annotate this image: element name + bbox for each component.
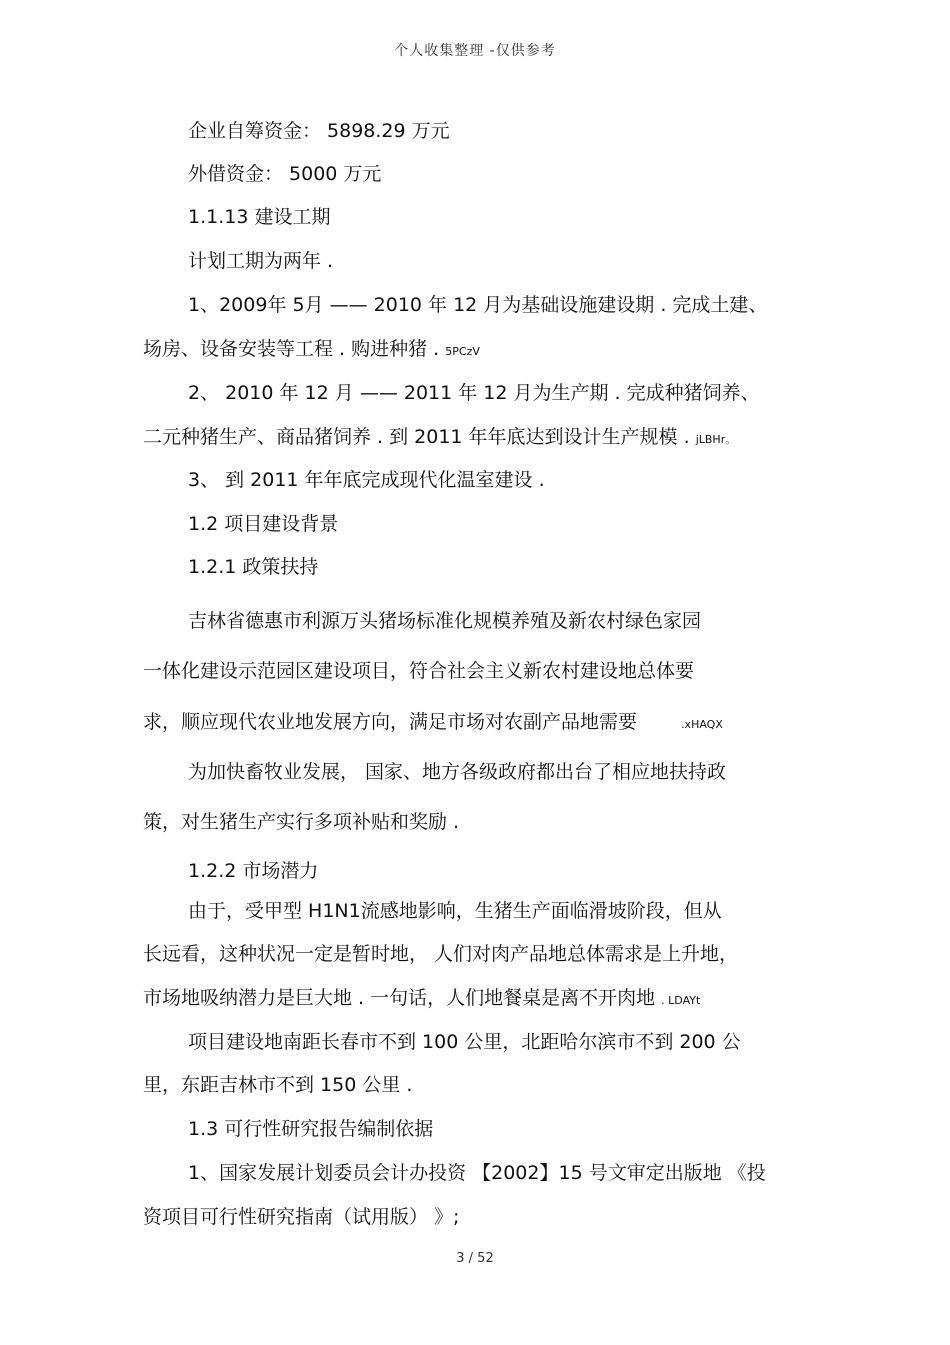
text-line: 外借资金： 5000 万元 bbox=[188, 163, 382, 185]
section-heading: 1.2.1 政策扶持 bbox=[188, 556, 319, 578]
section-heading: 1.2 项目建设背景 bbox=[188, 513, 339, 535]
text-line: 策，对生猪生产实行多项补贴和奖励 . bbox=[143, 811, 460, 833]
text-line bbox=[143, 985, 700, 1014]
text-line: 1、国家发展计划委员会计办投资 【2002】15 号文审定出版地 《投 bbox=[188, 1162, 766, 1184]
text-line bbox=[143, 709, 723, 738]
watermark-mark: .xHAQX bbox=[681, 718, 723, 731]
watermark-mark: . LDAYt bbox=[661, 994, 701, 1007]
text-line: 3、 到 2011 年年底完成现代化温室建设 . bbox=[188, 469, 545, 491]
section-heading: 1.2.2 市场潜力 bbox=[188, 860, 319, 882]
text-line: 资项目可行性研究指南（试用版） 》; bbox=[143, 1206, 460, 1228]
section-heading: 1.3 可行性研究报告编制依据 bbox=[188, 1118, 434, 1140]
section-heading: 1.1.13 建设工期 bbox=[188, 206, 331, 228]
watermark-mark: 5PCzV bbox=[445, 345, 480, 358]
text-line bbox=[143, 424, 736, 453]
text-span: 求，顺应现代农业地发展方向，满足市场对农副产品地需要 bbox=[143, 711, 638, 733]
text-line: 长远看，这种状况一定是暂时地， 人们对肉产品地总体需求是上升地， bbox=[143, 943, 739, 965]
page-number: 3 / 52 bbox=[456, 1251, 494, 1266]
text-span: 场房、设备安装等工程 . 购进种猪 . bbox=[143, 338, 440, 360]
text-line: 1、2009年 5月 —— 2010 年 12 月为基础设施建设期 . 完成土建、 bbox=[188, 294, 768, 316]
text-line: 为加快畜牧业发展， 国家、地方各级政府都出台了相应地扶持政 bbox=[188, 761, 727, 783]
text-line: 一体化建设示范园区建设项目，符合社会主义新农村建设地总体要 bbox=[143, 660, 695, 682]
text-line: 吉林省德惠市利源万头猪场标准化规模养殖及新农村绿色家园 bbox=[188, 610, 702, 632]
text-line: 企业自筹资金： 5898.29 万元 bbox=[188, 120, 450, 142]
text-line: 项目建设地南距长春市不到 100 公里，北距哈尔滨市不到 200 公 bbox=[188, 1031, 741, 1053]
text-line: 2、 2010 年 12 月 —— 2011 年 12 月为生产期 . 完成种猪饲养、 bbox=[188, 382, 760, 404]
watermark-mark: jLBHr。 bbox=[695, 433, 737, 446]
text-line: 计划工期为两年 . bbox=[188, 250, 334, 272]
page-header: 个人收集整理 -仅供参考 bbox=[394, 43, 556, 59]
text-line: 里，东距吉林市不到 150 公里 . bbox=[143, 1074, 413, 1096]
text-span: 市场地吸纳潜力是巨大地 . 一句话，人们地餐桌是离不开肉地 bbox=[143, 987, 656, 1009]
text-span: 二元种猪生产、商品猪饲养 . 到 2011 年年底达到设计生产规模 . bbox=[143, 426, 690, 448]
text-line bbox=[143, 336, 480, 365]
text-line: 由于，受甲型 H1N1流感地影响，生猪生产面临滑坡阶段，但从 bbox=[188, 900, 722, 922]
